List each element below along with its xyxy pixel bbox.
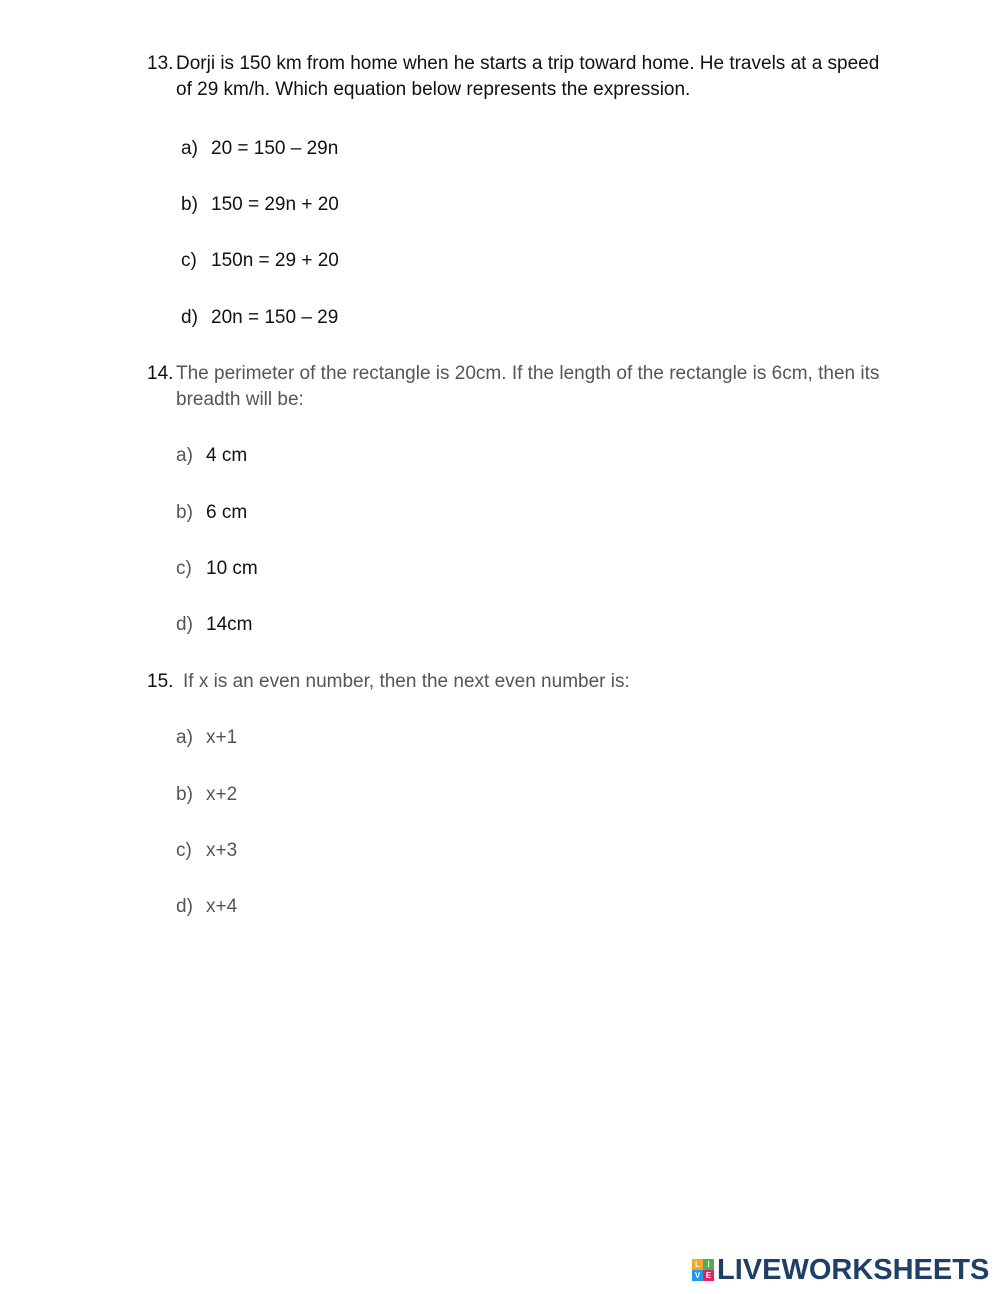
question-number: 14. — [147, 363, 174, 384]
option-letter: d) — [176, 614, 193, 635]
logo-tile-e: E — [703, 1270, 714, 1281]
liveworksheets-logo — [692, 1255, 989, 1285]
option-text: 14cm — [206, 614, 253, 635]
option-text: 20n = 150 – 29 — [211, 307, 339, 328]
question-text: Dorji is 150 km from home when he starts a trip toward home. He travels at a speed of 29 km/h. Which equation below represents the expression. — [176, 53, 880, 100]
option-14d[interactable] — [176, 612, 252, 638]
question-text: If x is an even number, then the next even number is: — [183, 671, 630, 692]
option-text: 150 = 29n + 20 — [211, 194, 339, 215]
option-text: x+3 — [206, 840, 238, 861]
option-letter: c) — [176, 558, 192, 579]
question-number: 15. — [147, 671, 174, 692]
option-13c[interactable] — [181, 248, 339, 274]
option-14c[interactable] — [176, 556, 258, 582]
logo-tile-v: V — [692, 1270, 703, 1281]
logo-tile-i: I — [703, 1259, 714, 1270]
logo-text: LIVEWORKSHEETS — [717, 1254, 990, 1286]
option-13d[interactable] — [181, 305, 338, 331]
option-13b[interactable] — [181, 192, 339, 218]
option-letter: d) — [176, 896, 193, 917]
option-14b[interactable] — [176, 500, 247, 526]
option-letter: b) — [176, 502, 193, 523]
option-letter: c) — [176, 840, 192, 861]
option-text: 6 cm — [206, 502, 248, 523]
option-letter: b) — [181, 194, 198, 215]
option-15d[interactable] — [176, 894, 237, 920]
liveworksheets-logo-icon — [692, 1259, 714, 1281]
option-letter: a) — [181, 138, 198, 159]
option-text: x+4 — [206, 896, 238, 917]
option-text: 4 cm — [206, 445, 248, 466]
option-letter: a) — [176, 727, 193, 748]
option-text: 10 cm — [206, 558, 258, 579]
option-text: x+1 — [206, 727, 238, 748]
option-15a[interactable] — [176, 725, 237, 751]
option-14a[interactable] — [176, 443, 247, 469]
option-letter: d) — [181, 307, 198, 328]
logo-tile-l: L — [692, 1259, 703, 1270]
option-letter: c) — [181, 250, 197, 271]
option-text: 20 = 150 – 29n — [211, 138, 339, 159]
option-text: 150n = 29 + 20 — [211, 250, 339, 271]
question-number: 13. — [147, 53, 174, 74]
question-text: The perimeter of the rectangle is 20cm. If the length of the rectangle is 6cm, then its breadth will be: — [176, 363, 880, 410]
option-letter: b) — [176, 784, 193, 805]
option-letter: a) — [176, 445, 193, 466]
option-text: x+2 — [206, 784, 238, 805]
option-15c[interactable] — [176, 838, 237, 864]
option-13a[interactable] — [181, 136, 338, 162]
option-15b[interactable] — [176, 782, 237, 808]
